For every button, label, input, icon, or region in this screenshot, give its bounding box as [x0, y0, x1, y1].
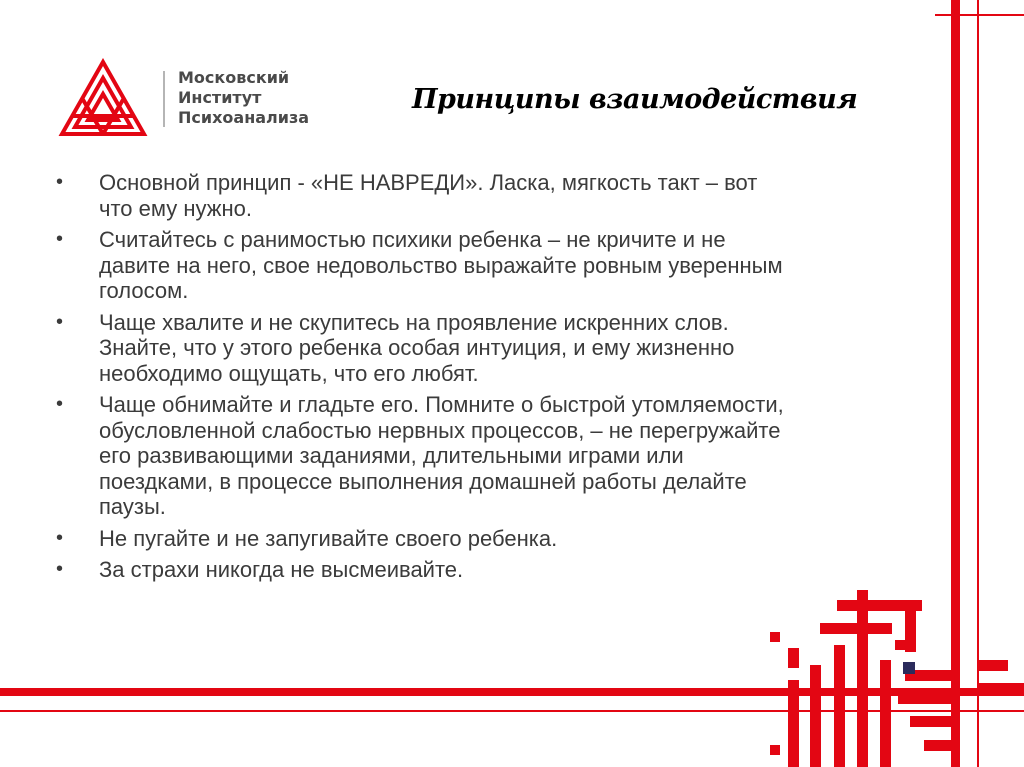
- institute-name-line-2: Институт: [178, 88, 262, 107]
- ornament-square: [770, 632, 780, 642]
- ornament-bar: [910, 716, 960, 727]
- list-item: [54, 227, 794, 304]
- ornament-bar: [788, 648, 799, 668]
- frame-right-thin-line: [977, 0, 979, 767]
- ornament-bar: [820, 623, 892, 634]
- list-item-text: Чаще хвалите и не скупитесь на проявление искренних слов. Знайте, что у этого ребенка особая интуиция, и ему жизненно необходимо ощущать, что его любят.: [99, 309, 735, 386]
- ornament-bar: [978, 683, 1024, 694]
- list-item: [54, 170, 794, 221]
- ornament-bar: [834, 645, 845, 767]
- ornament-bar: [978, 660, 1008, 671]
- bullet-dot-icon: •: [56, 171, 64, 193]
- list-item: [54, 526, 794, 552]
- list-item-text: Не пугайте и не запугивайте своего ребенка.: [99, 525, 558, 551]
- ornament-navy-square: [903, 662, 915, 674]
- list-item-text: Считайтесь с ранимостью психики ребенка – не кричите и не давите на него, свое недовольство выражайте ровным уверенным голосом.: [99, 227, 783, 303]
- ornament-bar: [924, 740, 951, 751]
- ornament-bar: [898, 693, 951, 704]
- list-item: [54, 310, 794, 387]
- principles-list: [54, 170, 794, 589]
- ornament-bar: [905, 600, 916, 652]
- bullet-dot-icon: •: [56, 310, 64, 333]
- ornament-square: [770, 745, 780, 755]
- frame-top-thin-line: [935, 14, 1024, 16]
- list-item-text: Чаще обнимайте и гладьте его. Помните о быстрой утомляемости, обусловленной слабостью нервных процессов, – не перегружайте его развивающими заданиями, длительными играми или поездками, в процессе выполнения домашней работы делайте паузы.: [99, 392, 784, 519]
- institute-name: [178, 68, 309, 128]
- slide-title: Принципы взаимодействия: [412, 84, 858, 115]
- ornament-bar: [788, 680, 799, 767]
- ornament-bar: [810, 665, 821, 767]
- bullet-dot-icon: •: [56, 393, 64, 415]
- bullet-dot-icon: •: [56, 526, 64, 549]
- frame-bottom-thin-line: [0, 710, 1024, 712]
- list-item-text: За страхи никогда не высмеивайте.: [99, 557, 464, 582]
- list-item-text: Основной принцип - «НЕ НАВРЕДИ». Ласка, мягкость такт – вот что ему нужно.: [99, 170, 758, 221]
- frame-bottom-thick-line: [0, 688, 1024, 696]
- frame-right-thick-line: [951, 0, 960, 767]
- institute-logo-icon: [58, 58, 148, 138]
- bullet-dot-icon: •: [56, 228, 64, 250]
- bullet-dot-icon: •: [56, 558, 64, 580]
- list-item: [54, 557, 794, 583]
- institute-name-line-1: Московский: [178, 68, 290, 87]
- ornament-bar: [880, 660, 891, 767]
- ornament-bar: [857, 590, 868, 767]
- list-item: [54, 392, 794, 520]
- logo-divider: [163, 71, 165, 127]
- ornament-square: [895, 640, 905, 650]
- institute-name-line-3: Психоанализа: [178, 108, 310, 127]
